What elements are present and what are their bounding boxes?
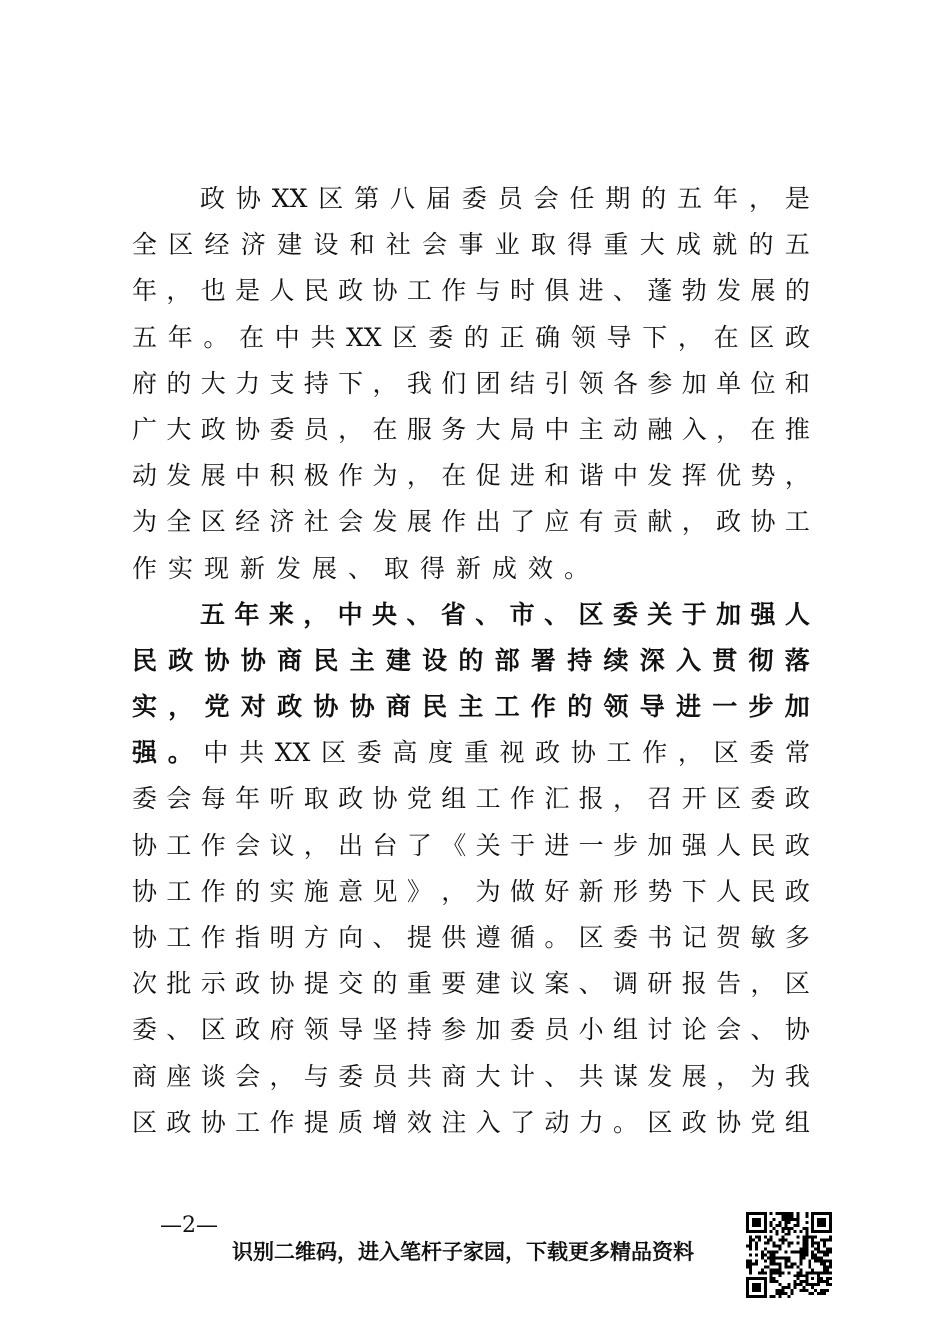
text-line: 为 全 区 经 济 社 会 发 展 作 出 了 应 有 贡 献 ， 政 协 工 bbox=[132, 507, 810, 537]
text-line: 次 批 示 政 协 提 交 的 重 要 建 议 案 、 调 研 报 告 ， 区 bbox=[132, 969, 810, 999]
qr-code-graphic bbox=[746, 1212, 832, 1298]
body-text bbox=[132, 176, 810, 1146]
page-number: —2— bbox=[160, 1213, 218, 1238]
text-line: 年 ， 也 是 人 民 政 协 工 作 与 时 俱 进 、 蓬 勃 发 展 的 bbox=[132, 276, 810, 306]
text-line: 动 发 展 中 积 极 作 为 ， 在 促 进 和 谐 中 发 挥 优 势 ， bbox=[132, 461, 810, 491]
text-line: 协 工 作 指 明 方 向 、 提 供 遵 循 。 区 委 书 记 贺 敏 多 bbox=[132, 923, 810, 952]
qr-code-icon[interactable] bbox=[746, 1212, 832, 1298]
text-line: 府 的 大 力 支 持 下 ， 我 们 团 结 引 领 各 参 加 单 位 和 bbox=[132, 368, 810, 398]
text-line: 广 大 政 协 委 员 ， 在 服 务 大 局 中 主 动 融 入 ， 在 推 bbox=[132, 414, 810, 444]
text-line-bold: 五 年 来 ， 中 央 、 省 、 市 、 区 委 关 于 加 强 人 bbox=[200, 599, 810, 629]
text-line: 委 会 每 年 听 取 政 协 党 组 工 作 汇 报 ， 召 开 区 委 政 bbox=[132, 784, 810, 814]
text-line: 全 区 经 济 建 设 和 社 会 事 业 取 得 重 大 成 就 的 五 bbox=[132, 230, 810, 260]
text-line-bold: 民 政 协 协 商 民 主 建 设 的 部 署 持 续 深 入 贯 彻 落 bbox=[132, 645, 810, 675]
text-line: 政 协 XX 区 第 八 届 委 员 会 任 期 的 五 年 ， 是 bbox=[200, 184, 810, 213]
text-line-bold: 实 ， 党 对 政 协 协 商 民 主 工 作 的 领 导 进 一 步 加 bbox=[132, 692, 810, 722]
footer-note: 识别二维码，进入笔杆子家园，下载更多精品资料 bbox=[232, 1239, 694, 1264]
text-line-mixed: 强 。 中 共 XX 区 委 高 度 重 视 政 协 工 作 ， 区 委 常 bbox=[132, 738, 810, 768]
text-line: 区 政 协 工 作 提 质 增 效 注 入 了 动 力 。 区 政 协 党 组 bbox=[132, 1107, 810, 1137]
text-line: 五 年 。 在 中 共 XX 区 委 的 正 确 领 导 下 ， 在 区 政 bbox=[132, 322, 810, 352]
text-line: 作实现新发展、取得新成效。 bbox=[132, 553, 601, 583]
text-line: 协 工 作 的 实 施 意 见 》 ， 为 做 好 新 形 势 下 人 民 政 bbox=[132, 876, 810, 906]
text-line: 协 工 作 会 议 ， 出 台 了 《 关 于 进 一 步 加 强 人 民 政 bbox=[132, 830, 810, 860]
text-line: 商 座 谈 会 ， 与 委 员 共 商 大 计 、 共 谋 发 展 ， 为 我 bbox=[132, 1061, 810, 1091]
text-line: 委 、 区 政 府 领 导 坚 持 参 加 委 员 小 组 讨 论 会 、 协 bbox=[132, 1015, 810, 1045]
